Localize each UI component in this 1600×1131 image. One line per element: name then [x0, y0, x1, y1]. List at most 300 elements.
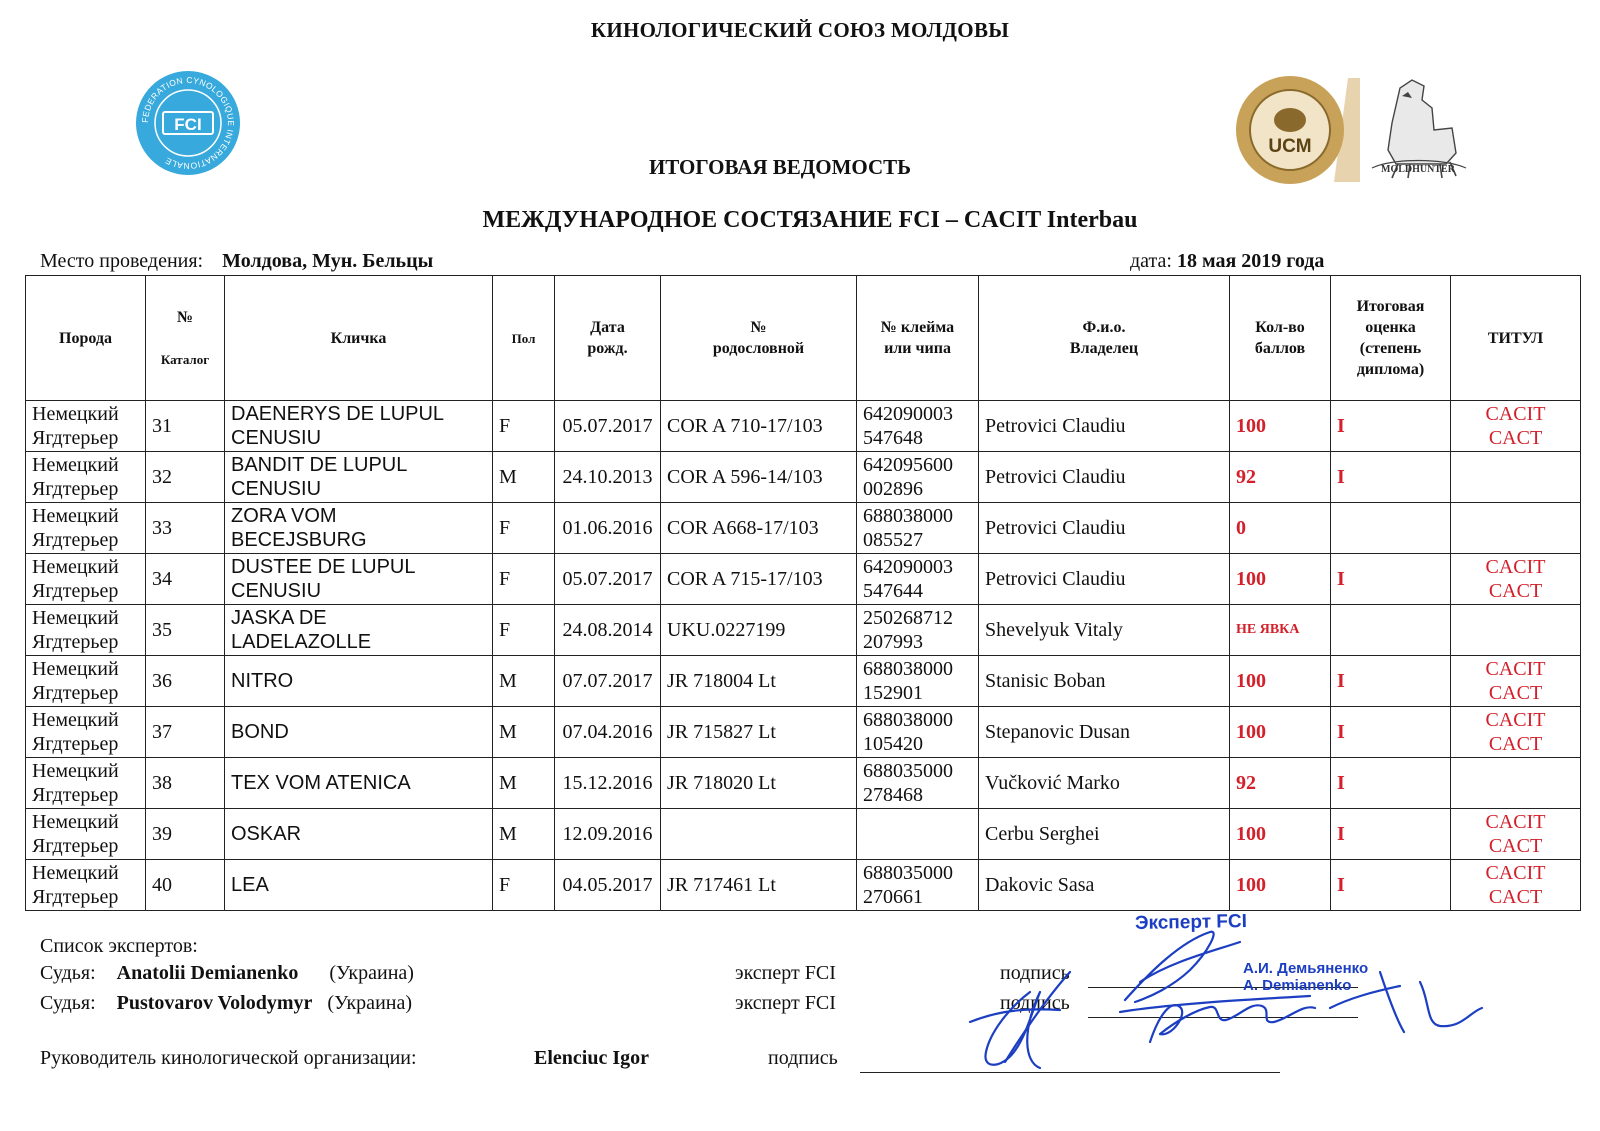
dog-name-text: DUSTEE DE LUPUL	[231, 556, 416, 578]
venue-value: Молдова, Мун. Бельцы	[222, 250, 434, 272]
header-points: Кол-во баллов	[1230, 276, 1331, 401]
table-header-row	[26, 276, 1581, 401]
header-breed: Порода	[26, 276, 146, 401]
dog-name-text: BECEJSBURG	[231, 529, 367, 551]
moldhunter-logo	[1362, 68, 1474, 188]
breed-text: Ягдтерьер	[32, 682, 119, 704]
pedigree-cell	[661, 707, 857, 758]
points-text: 100	[1236, 568, 1266, 590]
dog-name-text: OSKAR	[231, 823, 302, 845]
catalog-cell	[146, 707, 225, 758]
breed-text: Ягдтерьер	[32, 784, 119, 806]
sex-text: F	[499, 415, 511, 437]
pedigree-text: JR 715827 Lt	[667, 721, 776, 743]
dog-name-text: CENUSIU	[231, 580, 322, 602]
breed-cell	[26, 452, 146, 503]
dob-cell	[555, 605, 661, 656]
dob-text: 01.06.2016	[562, 517, 653, 539]
pedigree-cell	[661, 401, 857, 452]
title-cell	[1451, 554, 1581, 605]
header-dob: Дата рожд.	[555, 276, 661, 401]
pedigree-cell	[661, 452, 857, 503]
title-text: CACT	[1488, 580, 1543, 602]
chip-cell	[857, 707, 979, 758]
owner-text: Petrovici Claudiu	[985, 517, 1126, 539]
breed-cell	[26, 707, 146, 758]
judge-country: (Украина)	[327, 992, 413, 1014]
points-cell	[1230, 860, 1331, 911]
dob-text: 07.07.2017	[562, 670, 653, 692]
sex-cell	[493, 503, 555, 554]
ucm-logo-text: UCM	[1268, 136, 1312, 157]
grade-text: I	[1337, 874, 1345, 896]
pedigree-cell	[661, 605, 857, 656]
pedigree-text: JR 717461 Lt	[667, 874, 776, 896]
breed-text: Ягдтерьер	[32, 580, 119, 602]
chip-text: 085527	[863, 529, 923, 551]
owner-cell	[979, 452, 1230, 503]
fci-logo-text: FCI	[174, 115, 202, 134]
breed-cell	[26, 605, 146, 656]
grade-text: I	[1337, 670, 1345, 692]
grade-cell	[1331, 554, 1451, 605]
catalog-cell	[146, 860, 225, 911]
chip-text: 207993	[863, 631, 923, 653]
fci-logo	[135, 70, 241, 176]
grade-text: I	[1337, 415, 1345, 437]
points-text: 100	[1236, 823, 1266, 845]
chip-text: 547648	[863, 427, 923, 449]
handwritten-signatures	[910, 912, 1510, 1082]
sex-text: F	[499, 619, 511, 641]
title-text: CACIT	[1485, 556, 1546, 578]
owner-text: Petrovici Claudiu	[985, 415, 1126, 437]
dog-name-cell	[225, 554, 493, 605]
pedigree-cell	[661, 860, 857, 911]
judge-country: (Украина)	[329, 962, 414, 984]
dog-name-text: JASKA DE	[231, 607, 327, 629]
breed-cell	[26, 860, 146, 911]
table-row	[26, 860, 1581, 911]
dog-name-cell	[225, 401, 493, 452]
chip-text: 002896	[863, 478, 923, 500]
svg-text:FEDERATION CYNOLOGIQUE INTERNA: FEDERATION CYNOLOGIQUE INTERNATIONALE	[139, 74, 237, 172]
owner-text: Cerbu Serghei	[985, 823, 1100, 845]
dob-text: 05.07.2017	[562, 415, 653, 437]
points-cell	[1230, 707, 1331, 758]
dob-text: 04.05.2017	[562, 874, 653, 896]
dog-name-cell	[225, 758, 493, 809]
pedigree-text: JR 718004 Lt	[667, 670, 776, 692]
document-title: ИТОГОВАЯ ВЕДОМОСТЬ	[648, 155, 912, 179]
sex-text: M	[499, 823, 517, 845]
breed-cell	[26, 503, 146, 554]
grade-cell	[1331, 758, 1451, 809]
breed-text: Немецкий	[32, 556, 119, 578]
grade-cell	[1331, 860, 1451, 911]
owner-cell	[979, 809, 1230, 860]
grade-text: I	[1337, 721, 1345, 743]
leader-name: Elenciuc Igor	[534, 1047, 649, 1069]
breed-text: Немецкий	[32, 454, 119, 476]
breed-text: Немецкий	[32, 862, 119, 884]
breed-cell	[26, 401, 146, 452]
chip-cell	[857, 452, 979, 503]
pedigree-cell	[661, 503, 857, 554]
catalog-text: 39	[152, 823, 172, 845]
catalog-cell	[146, 554, 225, 605]
chip-cell	[857, 860, 979, 911]
dog-name-text: DAENERYS DE LUPUL	[231, 403, 445, 425]
owner-text: Vučković Marko	[985, 772, 1120, 794]
moldhunter-logo-text: MOLDHUNTER	[1381, 164, 1455, 175]
header-name: Кличка	[225, 276, 493, 401]
owner-cell	[979, 401, 1230, 452]
dog-name-text: NITRO	[231, 670, 294, 692]
catalog-text: 31	[152, 415, 172, 437]
dob-cell	[555, 707, 661, 758]
dob-cell	[555, 452, 661, 503]
title-text: CACT	[1488, 427, 1543, 449]
table-row	[26, 452, 1581, 503]
owner-text: Petrovici Claudiu	[985, 568, 1126, 590]
header-title: ТИТУЛ	[1451, 276, 1581, 401]
title-text: CACT	[1488, 682, 1543, 704]
points-text: 100	[1236, 874, 1266, 896]
catalog-cell	[146, 401, 225, 452]
pedigree-cell	[661, 656, 857, 707]
sex-cell	[493, 809, 555, 860]
leader-sign-label: подпись	[768, 1047, 838, 1069]
chip-text: 270661	[863, 886, 923, 908]
chip-text: 688038000	[863, 658, 953, 680]
breed-cell	[26, 554, 146, 605]
chip-text: 642095600	[863, 454, 953, 476]
breed-text: Ягдтерьер	[32, 631, 119, 653]
breed-text: Немецкий	[32, 709, 119, 731]
dob-cell	[555, 656, 661, 707]
grade-cell	[1331, 707, 1451, 758]
chip-cell	[857, 758, 979, 809]
pedigree-cell	[661, 554, 857, 605]
dog-name-text: TEX VOM ATENICA	[231, 772, 411, 794]
sex-cell	[493, 452, 555, 503]
dob-text: 15.12.2016	[562, 772, 653, 794]
pedigree-text: UKU.0227199	[667, 619, 786, 641]
grade-text: I	[1337, 568, 1345, 590]
owner-text: Stepanovic Dusan	[985, 721, 1130, 743]
dog-name-cell	[225, 707, 493, 758]
date-line	[1130, 250, 1324, 273]
breed-text: Ягдтерьер	[32, 886, 119, 908]
points-text: 92	[1236, 466, 1256, 488]
chip-cell	[857, 554, 979, 605]
expert-stamp-name-ru: А.И. Демьяненко	[1243, 960, 1369, 977]
title-cell	[1451, 452, 1581, 503]
ucm-logo	[1230, 70, 1360, 188]
sex-text: F	[499, 568, 511, 590]
sex-text: M	[499, 721, 517, 743]
title-cell	[1451, 809, 1581, 860]
breed-text: Ягдтерьер	[32, 529, 119, 551]
title-cell	[1451, 656, 1581, 707]
judge-1	[40, 962, 414, 985]
grade-cell	[1331, 452, 1451, 503]
sex-cell	[493, 707, 555, 758]
dog-name-text: CENUSIU	[231, 427, 322, 449]
dob-cell	[555, 809, 661, 860]
points-cell	[1230, 809, 1331, 860]
chip-text: 250268712	[863, 607, 953, 629]
chip-cell	[857, 605, 979, 656]
pedigree-text: COR A 715-17/103	[667, 568, 823, 590]
owner-text: Stanisic Boban	[985, 670, 1106, 692]
dob-text: 24.08.2014	[562, 619, 653, 641]
chip-text: 152901	[863, 682, 923, 704]
dob-cell	[555, 758, 661, 809]
chip-text: 688038000	[863, 505, 953, 527]
grade-cell	[1331, 503, 1451, 554]
header-sex: Пол	[493, 276, 555, 401]
chip-text: 688038000	[863, 709, 953, 731]
grade-cell	[1331, 605, 1451, 656]
breed-cell	[26, 656, 146, 707]
dog-name-cell	[225, 809, 493, 860]
title-text: CACT	[1488, 733, 1543, 755]
grade-cell	[1331, 656, 1451, 707]
points-cell	[1230, 605, 1331, 656]
catalog-cell	[146, 809, 225, 860]
header-pedigree: № родословной	[661, 276, 857, 401]
dob-text: 24.10.2013	[562, 466, 653, 488]
judge-name: Anatolii Demianenko	[116, 962, 299, 984]
dob-text: 05.07.2017	[562, 568, 653, 590]
date-value: 18 мая 2019 года	[1176, 250, 1325, 272]
catalog-text: 40	[152, 874, 172, 896]
owner-cell	[979, 860, 1230, 911]
grade-text: I	[1337, 466, 1345, 488]
organization-name: КИНОЛОГИЧЕСКИЙ СОЮЗ МОЛДОВЫ	[590, 18, 1010, 42]
judge-2-sign-label: подпись	[1000, 992, 1070, 1014]
pedigree-text: COR A 710-17/103	[667, 415, 823, 437]
chip-cell	[857, 809, 979, 860]
dog-name-cell	[225, 605, 493, 656]
breed-text: Ягдтерьер	[32, 733, 119, 755]
dog-name-cell	[225, 656, 493, 707]
title-cell	[1451, 860, 1581, 911]
owner-cell	[979, 656, 1230, 707]
sex-cell	[493, 605, 555, 656]
pedigree-text: JR 718020 Lt	[667, 772, 776, 794]
sex-text: M	[499, 466, 517, 488]
sex-cell	[493, 860, 555, 911]
breed-text: Немецкий	[32, 760, 119, 782]
chip-text: 642090003	[863, 403, 953, 425]
dog-name-cell	[225, 860, 493, 911]
owner-text: Petrovici Claudiu	[985, 466, 1126, 488]
judge-label: Судья:	[40, 992, 96, 1014]
chip-text: 278468	[863, 784, 923, 806]
judge-1-role: эксперт FCI	[735, 962, 836, 984]
owner-text: Dakovic Sasa	[985, 874, 1095, 896]
catalog-text: 37	[152, 721, 172, 743]
title-text: CACIT	[1485, 403, 1546, 425]
sex-cell	[493, 656, 555, 707]
date-label: дата:	[1130, 250, 1172, 272]
header-catalog: № Каталог	[146, 276, 225, 401]
breed-text: Ягдтерьер	[32, 835, 119, 857]
breed-text: Немецкий	[32, 607, 119, 629]
judge-2	[40, 992, 412, 1015]
pedigree-cell	[661, 809, 857, 860]
owner-cell	[979, 707, 1230, 758]
chip-text: 688035000	[863, 760, 953, 782]
dob-cell	[555, 860, 661, 911]
chip-text: 688035000	[863, 862, 953, 884]
dob-cell	[555, 554, 661, 605]
catalog-text: 33	[152, 517, 172, 539]
header-chip: № клейма или чипа	[857, 276, 979, 401]
leader-label: Руководитель кинологической организации:	[40, 1047, 417, 1069]
dog-name-text: LADELAZOLLE	[231, 631, 372, 653]
breed-text: Немецкий	[32, 505, 119, 527]
pedigree-text: COR A 596-14/103	[667, 466, 823, 488]
chip-cell	[857, 503, 979, 554]
title-text: CACT	[1488, 835, 1543, 857]
dog-name-text: ZORA VOM	[231, 505, 337, 527]
points-cell	[1230, 401, 1331, 452]
table-row	[26, 554, 1581, 605]
sex-cell	[493, 401, 555, 452]
expert-stamp-name-en: A. Demianenko	[1243, 977, 1352, 994]
owner-cell	[979, 554, 1230, 605]
dob-cell	[555, 503, 661, 554]
catalog-text: 36	[152, 670, 172, 692]
pedigree-cell	[661, 758, 857, 809]
chip-cell	[857, 401, 979, 452]
grade-cell	[1331, 809, 1451, 860]
title-cell	[1451, 707, 1581, 758]
judge-2-role: эксперт FCI	[735, 992, 836, 1014]
results-table	[25, 275, 1581, 911]
catalog-cell	[146, 656, 225, 707]
points-text: НЕ ЯВКА	[1236, 622, 1300, 637]
breed-text: Немецкий	[32, 658, 119, 680]
table-row	[26, 503, 1581, 554]
sex-text: F	[499, 517, 511, 539]
catalog-text: 34	[152, 568, 172, 590]
breed-text: Ягдтерьер	[32, 427, 119, 449]
title-text: CACIT	[1485, 709, 1546, 731]
points-cell	[1230, 758, 1331, 809]
points-text: 0	[1236, 517, 1246, 539]
title-cell	[1451, 503, 1581, 554]
judge-1-sign-label: подпись	[1000, 962, 1070, 984]
points-cell	[1230, 656, 1331, 707]
venue-line	[40, 250, 433, 273]
grade-cell	[1331, 401, 1451, 452]
grade-text: I	[1337, 823, 1345, 845]
points-cell	[1230, 452, 1331, 503]
sex-text: F	[499, 874, 511, 896]
points-cell	[1230, 503, 1331, 554]
table-row	[26, 401, 1581, 452]
sex-cell	[493, 758, 555, 809]
judge-name: Pustovarov Volodymyr	[116, 992, 313, 1014]
dob-text: 12.09.2016	[562, 823, 653, 845]
catalog-cell	[146, 503, 225, 554]
dog-name-text: CENUSIU	[231, 478, 322, 500]
title-text: CACT	[1488, 886, 1543, 908]
chip-text: 547644	[863, 580, 923, 602]
catalog-text: 35	[152, 619, 172, 641]
catalog-cell	[146, 452, 225, 503]
title-cell	[1451, 401, 1581, 452]
catalog-cell	[146, 605, 225, 656]
breed-cell	[26, 758, 146, 809]
breed-text: Ягдтерьер	[32, 478, 119, 500]
table-row	[26, 707, 1581, 758]
title-cell	[1451, 758, 1581, 809]
points-text: 100	[1236, 670, 1266, 692]
header-grade: Итоговая оценка (степень диплома)	[1331, 276, 1451, 401]
owner-cell	[979, 503, 1230, 554]
dog-name-text: BANDIT DE LUPUL	[231, 454, 408, 476]
dob-cell	[555, 401, 661, 452]
title-text: CACIT	[1485, 862, 1546, 884]
sex-text: M	[499, 670, 517, 692]
dog-name-text: LEA	[231, 874, 269, 896]
pedigree-text: COR A668-17/103	[667, 517, 819, 539]
judge-label: Судья:	[40, 962, 96, 984]
venue-label: Место проведения:	[40, 250, 204, 272]
owner-cell	[979, 758, 1230, 809]
title-text: CACIT	[1485, 811, 1546, 833]
experts-label: Список экспертов:	[40, 935, 198, 957]
title-cell	[1451, 605, 1581, 656]
dob-text: 07.04.2016	[562, 721, 653, 743]
expert-stamp-title: Эксперт FCI	[1134, 911, 1248, 934]
points-text: 100	[1236, 721, 1266, 743]
catalog-text: 32	[152, 466, 172, 488]
sex-text: M	[499, 772, 517, 794]
table-row	[26, 758, 1581, 809]
breed-text: Немецкий	[32, 811, 119, 833]
table-row	[26, 605, 1581, 656]
owner-text: Shevelyuk Vitaly	[985, 619, 1123, 641]
points-text: 92	[1236, 772, 1256, 794]
owner-cell	[979, 605, 1230, 656]
dog-name-text: BOND	[231, 721, 289, 743]
points-text: 100	[1236, 415, 1266, 437]
title-text: CACIT	[1485, 658, 1546, 680]
dog-name-cell	[225, 503, 493, 554]
event-title: МЕЖДУНАРОДНОЕ СОСТЯЗАНИЕ FCI – CACIT Interbau	[482, 207, 1138, 233]
sex-cell	[493, 554, 555, 605]
chip-text: 105420	[863, 733, 923, 755]
breed-text: Немецкий	[32, 403, 119, 425]
header-owner: Ф.и.о. Владелец	[979, 276, 1230, 401]
breed-cell	[26, 809, 146, 860]
catalog-text: 38	[152, 772, 172, 794]
table-row	[26, 656, 1581, 707]
catalog-cell	[146, 758, 225, 809]
dog-name-cell	[225, 452, 493, 503]
points-cell	[1230, 554, 1331, 605]
grade-text: I	[1337, 772, 1345, 794]
chip-text: 642090003	[863, 556, 953, 578]
chip-cell	[857, 656, 979, 707]
